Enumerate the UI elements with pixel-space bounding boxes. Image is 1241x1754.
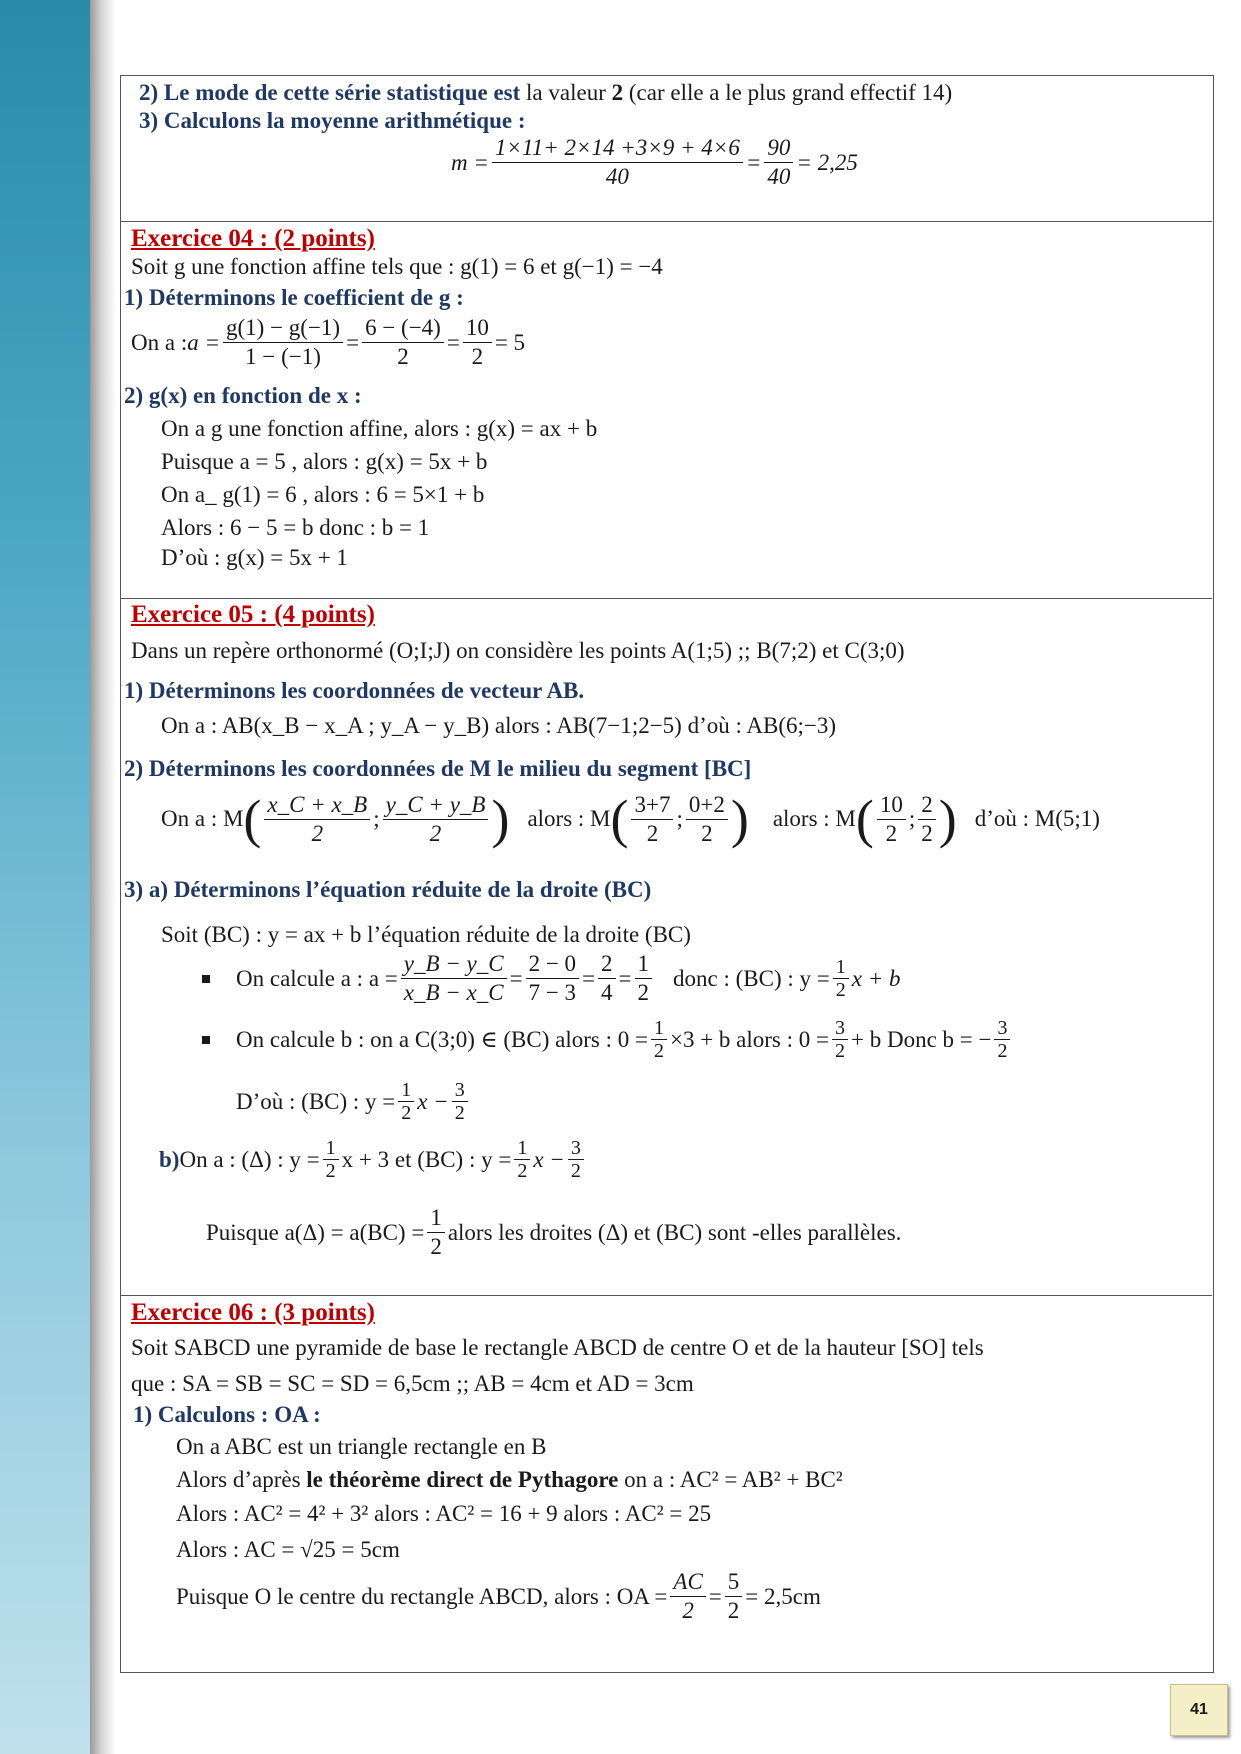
frac-den: 2 — [997, 1040, 1008, 1062]
decorative-sidebar — [0, 0, 90, 1754]
ex04-line-5: Alors : 6 − 5 = b donc : b = 1 — [161, 515, 430, 540]
ex06-line-3: On a ABC est un triangle rectangle en B — [176, 1434, 547, 1459]
frac-den: 2 — [430, 1234, 442, 1259]
frac-den: 2 — [653, 1040, 664, 1062]
slope-frac-4 — [635, 950, 653, 1007]
frac-num: 5 — [725, 1568, 743, 1597]
ex06-line-4 — [176, 1466, 843, 1494]
exercise-06-title: Exercice 06 : (3 points) — [131, 1299, 375, 1326]
parallel-label: Puisque a(Δ) = a(BC) = — [206, 1219, 425, 1245]
sidebar-shadow — [90, 0, 116, 1754]
mean-fraction-2 — [764, 134, 793, 191]
part-b-label: b) — [159, 1146, 180, 1172]
section-exercice-05 — [121, 599, 1212, 1296]
frac-num: 6 − (−4) — [362, 314, 444, 343]
ex05-line-soit: Soit (BC) : y = ax + b l’équation réduite de la droite (BC) — [161, 922, 691, 947]
frac-den: 2 — [471, 344, 484, 369]
bc-frac-3 — [514, 1137, 530, 1182]
ex05-q1-heading: 1) Déterminons les coordonnées de vecteur AB. — [124, 678, 585, 703]
delta-eq-mid: x + 3 et (BC) : y = — [341, 1146, 512, 1172]
frac-num: 3 — [452, 1079, 468, 1102]
oa-frac-2 — [725, 1568, 743, 1625]
bullet — [202, 975, 210, 983]
frac-den: 2 — [646, 820, 659, 846]
calc-a-label: On calcule a : a = — [236, 965, 398, 991]
mean-heading: 3) Calculons la moyenne arithmétique : — [139, 108, 526, 133]
alors-label-2: alors : M — [772, 806, 856, 831]
frac-den: 2 — [325, 1160, 336, 1182]
frac-num: 1 — [514, 1137, 530, 1160]
slope-frac-1 — [401, 950, 507, 1007]
mean-numerator: 1×11+ 2×14 +3×9 + 4×6 — [492, 134, 743, 163]
ex05-statement: Dans un repère orthonormé (O;I;J) on considère les points A(1;5) ;; B(7;2) et C(3;0) — [131, 638, 905, 663]
bc-eq-mid: x − — [417, 1088, 449, 1114]
coef-a: a = — [187, 329, 220, 355]
pyth-intro: Alors d’après — [176, 1467, 307, 1492]
pyth-formula: on a : AC² = AB² + BC² — [618, 1467, 843, 1492]
ex04-line-6: D’où : g(x) = 5x + 1 — [161, 545, 348, 570]
ex06-statement-1: Soit SABCD une pyramide de base le rectangle ABCD de centre O et de la hauteur [SO] tels — [131, 1335, 984, 1360]
ex04-line-3: Puisque a = 5 , alors : g(x) = 5x + b — [161, 449, 488, 474]
mid-frac-3 — [631, 791, 673, 848]
frac-num: 2 — [918, 791, 936, 820]
ex06-line-5: Alors : AC² = 4² + 3² alors : AC² = 16 + 9 alors : AC² = 25 — [176, 1501, 712, 1526]
frac-num: 1 — [651, 1017, 667, 1040]
calc-b-label: On calcule b : on a C(3;0) ∈ (BC) alors : 0 = — [236, 1026, 648, 1052]
calc-b-mid: ×3 + b alors : 0 = — [669, 1026, 829, 1052]
mode-line — [139, 79, 952, 107]
mean-lhs: m = — [451, 149, 489, 175]
frac-num: 2 − 0 — [526, 950, 579, 979]
frac-den: 2 — [397, 344, 409, 369]
ex05-calc-a: On calcule a : a = $\frac{y\_B - y\_C}{x\_B - x\_C}$ = $\frac{2 - 0}{7 - 3}$ = $\frac{2}{4}$ = $\frac{1}{2}$ donc : (BC) : y = $\frac{1}{2}$ x + b — [236, 951, 901, 1005]
mid-frac-6 — [918, 791, 936, 848]
mid-frac-5 — [877, 791, 906, 848]
frac-den: 4 — [601, 980, 613, 1005]
delta-eq-label: On a : (Δ) : y = — [179, 1146, 320, 1172]
delta-frac — [323, 1137, 339, 1182]
frac-den: 2 — [682, 1598, 694, 1623]
frac-den: 1 − (−1) — [245, 344, 321, 369]
ex05-midpoint-calc: On a : M ( $\frac{x\_C + x\_B}{2}$ ; $\frac{y\_C + y\_B}{2}$ ) alors : M ( $\frac{3+7}{2}$ ; $\frac{0+2}{2}$ ) alors : M ( $\frac{10}{2}$ ; $\frac{2}{2}$ ) d’où : M(5;1) — [161, 789, 1100, 849]
frac-den: 2 — [637, 980, 650, 1005]
intercept-frac-2 — [832, 1017, 848, 1062]
frac-den: x_B − x_C — [403, 980, 504, 1005]
frac-num: 0+2 — [686, 791, 728, 820]
coef-result: = 5 — [494, 329, 526, 355]
ex04-statement: Soit g une fonction affine tels que : g(1) = 6 et g(−1) = −4 — [131, 254, 663, 279]
ex06-line-6: Alors : AC = √25 = 5cm — [176, 1537, 400, 1562]
frac-den: 2 — [834, 1040, 845, 1062]
alors-label: alors : M — [527, 806, 611, 831]
mean-denominator: 40 — [605, 164, 629, 189]
mid-frac-1 — [264, 791, 370, 848]
ex05-part-b — [159, 1137, 587, 1182]
ex04-line-2: On a g une fonction affine, alors : g(x) = ax + b — [161, 416, 598, 441]
frac-den: 2 — [835, 979, 846, 1001]
frac-den: 2 — [885, 820, 898, 846]
frac-num: 3 — [994, 1017, 1010, 1040]
frac-den: 2 — [401, 1102, 412, 1124]
mean-result: = 2,25 — [796, 149, 858, 175]
exercise-frame — [120, 75, 1214, 1673]
calc-b-donc: + b Donc b = − — [850, 1026, 992, 1052]
bc-frac-4 — [568, 1137, 584, 1182]
bc-frac-1 — [398, 1079, 414, 1124]
frac-num: 3 — [568, 1137, 584, 1160]
slope-frac-2 — [526, 950, 579, 1007]
ex04-coefficient-calc: On a : a = $\frac{g(1) - g(-1)}{1 - (-1)}$ = $\frac{6 - (-4)}{2}$ = $\frac{10}{2}$ = 5 — [131, 315, 526, 369]
ex04-q1-heading: 1) Déterminons le coefficient de g : — [124, 285, 464, 310]
slope-frac-3 — [598, 950, 616, 1007]
semicolon: ; — [373, 806, 380, 831]
ex05-q2-heading: 2) Déterminons les coordonnées de M le milieu du segment [BC] — [124, 756, 752, 781]
frac-den: 2 — [727, 1598, 740, 1623]
frac-num: x_C + x_B — [264, 791, 370, 820]
section-statistics — [121, 76, 1212, 222]
exercise-04-title: Exercice 04 : (2 points) — [131, 225, 375, 252]
frac-den: 2 — [517, 1160, 528, 1182]
frac-num: 2 — [598, 950, 616, 979]
oa-result: = 2,5cm — [745, 1583, 821, 1609]
ex06-oa-calc: Puisque O le centre du rectangle ABCD, alors : OA = $\frac{AC}{2}$ = $\frac{5}{2}$ = 2,5cm — [176, 1569, 821, 1623]
mid-frac-2 — [383, 791, 489, 848]
oa-label: Puisque O le centre du rectangle ABCD, alors : OA = — [176, 1583, 668, 1609]
mean-fraction — [492, 134, 743, 191]
pyth-theorem: le théorème direct de Pythagore — [306, 1467, 619, 1492]
oa-frac-1 — [670, 1568, 705, 1625]
mean-numerator-2: 90 — [764, 134, 793, 163]
frac-num: 1 — [323, 1137, 339, 1160]
coef-fraction-1 — [223, 314, 343, 371]
frac-num: AC — [670, 1568, 705, 1597]
frac-den: 2 — [429, 820, 442, 846]
ex05-parallel-conclusion — [206, 1204, 901, 1261]
frac-den: 2 — [921, 820, 933, 846]
frac-num: 1 — [833, 956, 849, 979]
ex06-q1-heading: 1) Calculons : OA : — [133, 1402, 321, 1427]
ex05-bc-equation — [236, 1079, 471, 1124]
ex05-q3a-heading: 3) a) Déterminons l’équation réduite de la droite (BC) — [124, 877, 652, 902]
bullet — [202, 1036, 210, 1044]
ex04-line-4: On a_ g(1) = 6 , alors : 6 = 5×1 + b — [161, 482, 485, 507]
mode-value: 2 — [611, 80, 624, 105]
mean-formula — [451, 134, 858, 191]
page-number: 41 — [1170, 1684, 1228, 1736]
frac-den: 2 — [701, 820, 713, 846]
frac-num: g(1) − g(−1) — [223, 314, 343, 343]
bc-eq-label: D’où : (BC) : y = — [236, 1088, 396, 1114]
calc-a-donc: donc : (BC) : y = — [673, 965, 830, 991]
mode-heading: 2) Le mode de cette série statistique est — [139, 80, 521, 105]
midpoint-result: d’où : M(5;1) — [974, 806, 1100, 831]
frac-num: 3 — [832, 1017, 848, 1040]
calc-a-tail: x + b — [851, 965, 901, 991]
frac-num: 1 — [427, 1204, 445, 1233]
frac-den: 2 — [311, 820, 324, 846]
mid-frac-4 — [686, 791, 728, 848]
coef-fraction-2 — [362, 314, 444, 371]
ona-label: On a : M — [161, 806, 244, 831]
intercept-frac-3 — [994, 1017, 1010, 1062]
frac-num: 3+7 — [631, 791, 673, 820]
mode-reason: (car elle a le plus grand effectif 14) — [623, 80, 953, 105]
frac-den: 2 — [570, 1160, 581, 1182]
section-exercice-06 — [121, 1296, 1212, 1672]
ex04-q2-heading: 2) g(x) en fonction de x : — [124, 383, 362, 408]
frac-num: y_B − y_C — [401, 950, 507, 979]
frac-den: 2 — [454, 1102, 465, 1124]
intercept-frac-1 — [651, 1017, 667, 1062]
mode-text: la valeur — [520, 80, 612, 105]
ex05-vector-calc: On a : AB(x_B − x_A ; y_A − y_B) alors : AB(7−1;2−5) d’où : AB(6;−3) — [161, 713, 836, 738]
equals: = — [745, 149, 762, 175]
frac-num: 1 — [398, 1079, 414, 1102]
frac-den: 7 − 3 — [528, 980, 577, 1005]
coef-fraction-3 — [463, 314, 492, 371]
slope-frac-5 — [833, 956, 849, 1001]
section-exercice-04 — [121, 222, 1212, 599]
bc-frac-2 — [452, 1079, 468, 1124]
ex06-statement-2: que : SA = SB = SC = SD = 6,5cm ;; AB = 4cm et AD = 3cm — [131, 1371, 694, 1396]
frac-num: y_C + y_B — [383, 791, 489, 820]
mean-denominator-2: 40 — [767, 164, 791, 189]
parallel-frac — [427, 1204, 445, 1261]
parallel-tail: alors les droites (Δ) et (BC) sont -elles parallèles. — [447, 1219, 902, 1245]
frac-num: 10 — [463, 314, 492, 343]
ex05-calc-b — [236, 1017, 1013, 1062]
frac-num: 1 — [635, 950, 653, 979]
frac-num: 10 — [877, 791, 906, 820]
bc-eq-tail: x − — [533, 1146, 565, 1172]
ona-label: On a : — [131, 329, 188, 355]
exercise-05-title: Exercice 05 : (4 points) — [131, 601, 375, 628]
